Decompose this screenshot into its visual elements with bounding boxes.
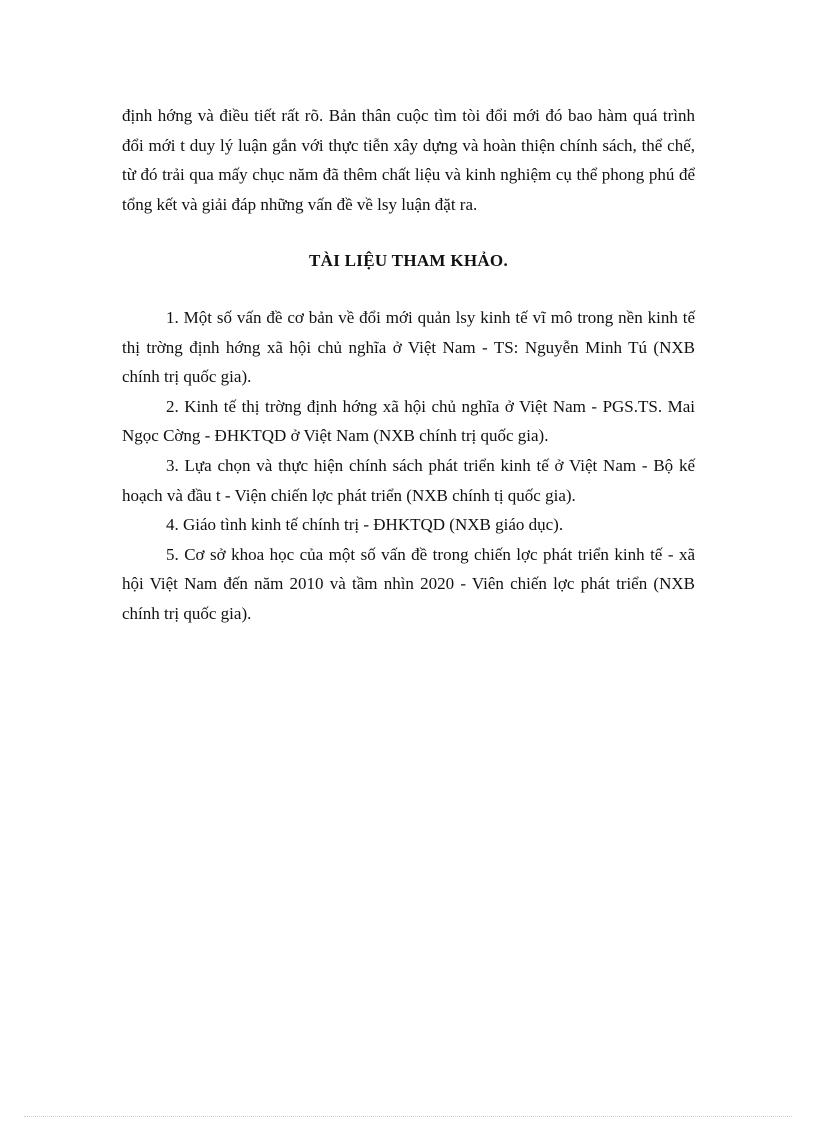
- page-content: [122, 101, 695, 629]
- reference-item-1: 1. Một số vấn đề cơ bản về đổi mới quản lsy kinh tế vĩ mô trong nền kinh tế thị trờng định hớng xã hội chủ nghĩa ở Việt Nam - TS: Nguyễn Minh Tú (NXB chính trị quốc gia).: [122, 307, 695, 387]
- references-heading: TÀI LIỆU THAM KHẢO.: [308, 251, 509, 271]
- reference-item-3: 3. Lựa chọn và thực hiện chính sách phát triển kinh tế ở Việt Nam - Bộ kế hoạch và đầu t - Viện chiến lợc phát triển (NXB chính tị quốc gia).: [122, 455, 695, 505]
- reference-item-2: 2. Kinh tế thị trờng định hớng xã hội chủ nghĩa ở Việt Nam - PGS.TS. Mai Ngọc Cờng - ĐHKTQD ở Việt Nam (NXB chính trị quốc gia).: [122, 396, 695, 446]
- reference-item-4: 4. Giáo tình kinh tế chính trị - ĐHKTQD (NXB giáo dục).: [166, 515, 564, 535]
- page-bottom-border: [24, 1116, 792, 1117]
- references-list: [122, 303, 695, 629]
- reference-item-5: 5. Cơ sở khoa học của một số vấn đề trong chiến lợc phát triển kinh tế - xã hội Việt Nam đến năm 2010 và tầm nhìn 2020 - Viên chiến lợc phát triển (NXB chính trị quốc gia).: [122, 544, 695, 623]
- body-paragraph: định hớng và điều tiết rất rõ. Bản thân cuộc tìm tòi đổi mới đó bao hàm quá trình đổi mới t duy lý luận gắn với thực tiễn xây dựng và hoàn thiện chính sách, thể chế, từ đó trải qua mấy chục năm đã thêm chất liệu và kinh nghiệm cụ thể phong phú để tổng kết và giải đáp những vấn đề về lsy luận đặt ra.: [122, 106, 695, 214]
